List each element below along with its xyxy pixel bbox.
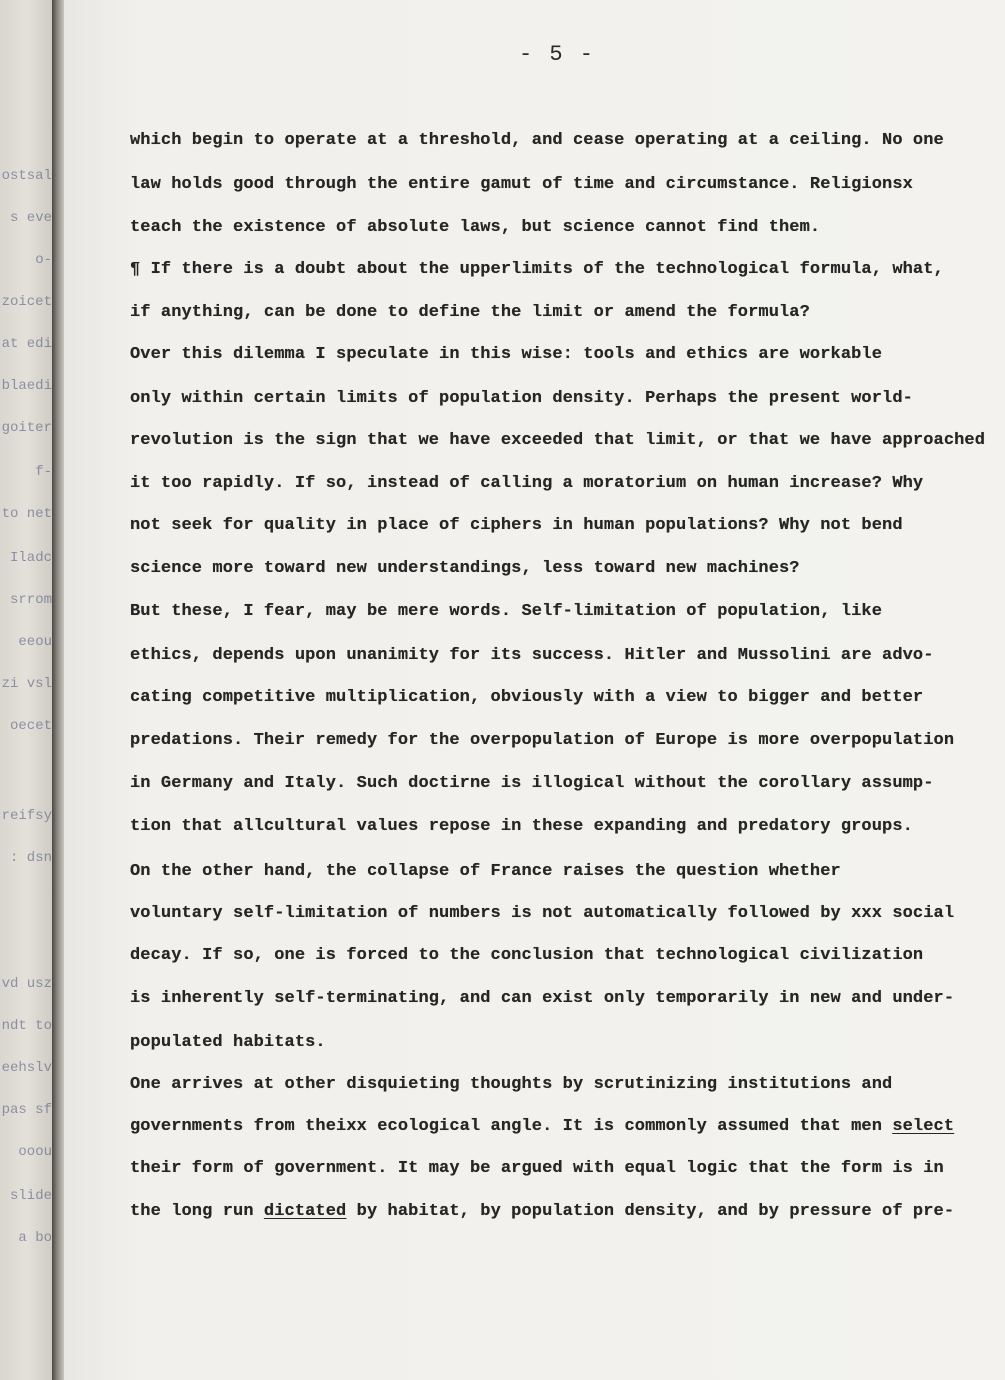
bleed-through-mark: f-: [35, 464, 52, 480]
bleed-through-mark: srrom: [9, 592, 52, 608]
text-line: voluntary self-limitation of numbers is not automatically followed by xxx social: [130, 904, 955, 923]
line-text: by habitat, by population density, and by pressure of pre-: [346, 1202, 955, 1221]
text-line: One arrives at other disquieting thoughts by scrutinizing institutions and: [130, 1075, 893, 1094]
bleed-through-mark: at edi: [1, 336, 52, 352]
text-line: their form of government. It may be argued with equal logic that the form is in: [130, 1159, 944, 1178]
text-line: if anything, can be done to define the limit or amend the formula?: [130, 303, 810, 322]
line-text: governments from theixx ecological angle. It is commonly assumed that men: [130, 1117, 893, 1136]
text-line-with-underline: [130, 1202, 954, 1222]
text-line: law holds good through the entire gamut of time and circumstance. Religionsx: [130, 175, 913, 194]
text-line: populated habitats.: [130, 1033, 326, 1052]
text-line-with-underline: [130, 1117, 954, 1137]
text-line: revolution is the sign that we have exceeded that limit, or that we have approached: [130, 431, 986, 450]
line-text: the long run: [130, 1202, 264, 1221]
text-line: cating competitive multiplication, obviously with a view to bigger and better: [130, 688, 924, 707]
text-line: only within certain limits of population density. Perhaps the present world-: [130, 389, 913, 408]
text-line: ethics, depends upon unanimity for its success. Hitler and Mussolini are advo-: [130, 646, 934, 665]
text-line: is inherently self-terminating, and can exist only temporarily in new and under-: [130, 989, 955, 1008]
bleed-through-mark: goiter: [1, 420, 52, 436]
text-line: On the other hand, the collapse of France raises the question whether: [130, 862, 841, 881]
bleed-through-mark: eeou: [18, 634, 52, 650]
bleed-through-mark: reifsy: [1, 808, 52, 824]
bleed-through-mark: s eve: [9, 210, 52, 226]
previous-page-edge: [0, 0, 52, 1380]
page-number: - 5 -: [519, 42, 596, 67]
text-line: Over this dilemma I speculate in this wise: tools and ethics are workable: [130, 345, 883, 364]
text-line: science more toward new understandings, less toward new machines?: [130, 559, 800, 578]
underlined-word-select: select: [892, 1117, 955, 1136]
bleed-through-mark: ooou: [18, 1144, 52, 1160]
bleed-through-mark: Iladc: [9, 550, 52, 566]
text-line: it too rapidly. If so, instead of calling a moratorium on human increase? Why: [130, 474, 924, 493]
text-line: which begin to operate at a threshold, and cease operating at a ceiling. No one: [130, 131, 944, 150]
document-page: [64, 0, 1005, 1380]
bleed-through-mark: o-: [35, 252, 52, 268]
underlined-word-dictated: dictated: [263, 1202, 347, 1221]
text-line: tion that allcultural values repose in these expanding and predatory groups.: [130, 817, 913, 836]
bleed-through-mark: vd usz: [1, 976, 52, 992]
text-line: not seek for quality in place of ciphers in human populations? Why not bend: [130, 516, 903, 535]
bleed-through-mark: zi vsl: [1, 676, 52, 692]
bleed-through-mark: pas sf: [1, 1102, 52, 1118]
bleed-through-mark: ndt to: [1, 1018, 52, 1034]
text-line: But these, I fear, may be mere words. Self-limitation of population, like: [130, 602, 883, 621]
binding-gutter: [52, 0, 64, 1380]
bleed-through-mark: ostsal: [1, 168, 52, 184]
bleed-through-mark: : dsn: [9, 850, 52, 866]
text-line: predations. Their remedy for the overpopulation of Europe is more overpopulation: [130, 731, 955, 750]
bleed-through-mark: a bo: [18, 1230, 52, 1246]
bleed-through-mark: to net: [1, 506, 52, 522]
text-line: teach the existence of absolute laws, but science cannot find them.: [130, 218, 821, 237]
text-line: in Germany and Italy. Such doctirne is illogical without the corollary assump-: [130, 774, 934, 793]
bleed-through-mark: slide: [9, 1188, 52, 1204]
bleed-through-mark: oecet: [9, 718, 52, 734]
bleed-through-mark: eehslv: [1, 1060, 52, 1076]
bleed-through-mark: blaedi: [1, 378, 52, 394]
text-line: ¶ If there is a doubt about the upperlimits of the technological formula, what,: [130, 260, 944, 279]
bleed-through-mark: zoicet: [1, 294, 52, 310]
text-line: decay. If so, one is forced to the conclusion that technological civilization: [130, 946, 924, 965]
